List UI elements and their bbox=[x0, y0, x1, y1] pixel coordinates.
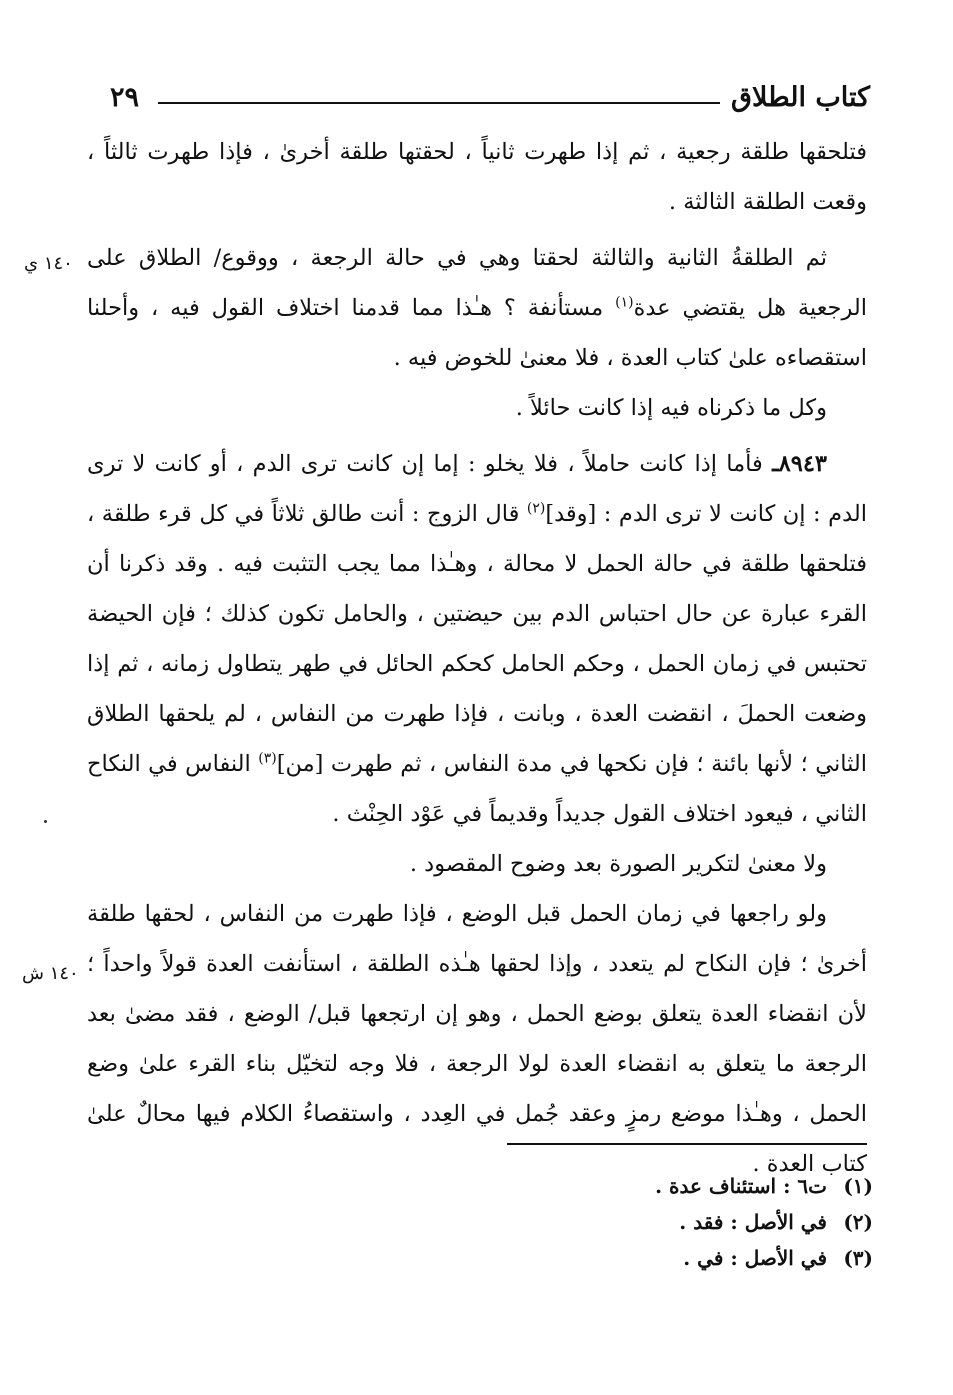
page-number: ٢٩ bbox=[110, 82, 140, 113]
page-header bbox=[110, 80, 870, 120]
footnote-1 bbox=[373, 1168, 873, 1204]
footnote-ref-3: (٣) bbox=[258, 750, 277, 767]
paragraph-1: فتلحقها طلقة رجعية ، ثم إذا طهرت ثانياً ، لحقتها طلقة أخرىٰ ، فإذا طهرت ثالثاً ، وقعت الطلقة الثالثة . bbox=[87, 139, 867, 215]
footnote-ref-1: (١) bbox=[615, 294, 634, 311]
footnote-number: (٢) bbox=[843, 1210, 873, 1234]
main-text bbox=[87, 127, 867, 1189]
running-title: كتاب الطلاق bbox=[731, 82, 870, 113]
footnote-separator bbox=[507, 1143, 867, 1145]
paragraph-6: ولو راجعها في زمان الحمل قبل الوضع ، فإذا طهرت من النفاس ، لحقها طلقة أخرىٰ ؛ فإن النكاح لم يتعدد ، وإذا لحقها هـٰذه الطلقة ، استأنفت العدة قولاً واحداً ؛ لأن انقضاء العدة يتعلق بوضع الحمل ، وهو إن ارتجعها قبل/ الوضع ، فقد مضىٰ بعد الرجعة ما يتعلق به انقضاء العدة لولا الرجعة ، فلا وجه لتخيّل بناء القرء علىٰ وضع الحمل ، وهـٰذا موضع رمزٍ وعقد جُمل في العِدد ، واستقصاءُ الكلام فيها محالٌ علىٰ كتاب العدة . bbox=[87, 901, 867, 1177]
paragraph-4-part-b: قال الزوج : أنت طالق ثلاثاً في كل قرء طلقة ، فتلحقها طلقة في حالة الحمل لا محالة ، وهـٰذا مما يجب التثبت فيه . وقد ذكرنا أن القرء عبارة عن حال احتباس الدم بين حيضتين ، والحامل تكون كذلك ؛ فإن الحيضة تحتبس في زمان الحمل ، وحكم الحامل كحكم الحائل في طهر يتطاول زمانه ، ثم إذا وضعت الحملَ ، انقضت العدة ، وبانت ، فإذا طهرت من النفاس ، لم يلحقها الطلاق الثاني ؛ لأنها بائنة ؛ فإن نكحها في مدة النفاس ، ثم طهرت [من] bbox=[87, 501, 867, 777]
footnote-2 bbox=[373, 1204, 873, 1240]
margin-note-folio-shin: ١٤٠ ش bbox=[22, 963, 79, 984]
footnote-text: في الأصل : فقد . bbox=[679, 1210, 827, 1234]
footnote-text: ت٦ : استئناف عدة . bbox=[655, 1174, 827, 1198]
paragraph-3: وكل ما ذكرناه فيه إذا كانت حائلاً . bbox=[515, 395, 827, 421]
section-number: ٨٩٤٣ـ bbox=[772, 451, 827, 477]
margin-note-folio-ya: ١٤٠ ي bbox=[24, 253, 73, 274]
paragraph-2-part-b: مستأنفة ؟ هـٰذا مما قدمنا اختلاف القول فيه ، وأحلنا استقصاءه علىٰ كتاب العدة ، فلا معنىٰ للخوض فيه . bbox=[87, 295, 867, 371]
paragraph-4-part-c: النفاس في النكاح الثاني ، فيعود اختلاف القول جديداً وقديماً في عَوْد الحِنْث . bbox=[87, 751, 867, 827]
paragraph-4 bbox=[87, 439, 867, 839]
footnote-number: (١) bbox=[843, 1174, 873, 1198]
paragraph-5: ولا معنىٰ لتكرير الصورة بعد وضوح المقصود . bbox=[409, 851, 827, 877]
footnote-number: (٣) bbox=[843, 1246, 873, 1270]
paragraph-2 bbox=[87, 233, 867, 383]
paragraph-4-part-a: فأما إذا كانت حاملاً ، فلا يخلو : إما إن كانت ترى الدم ، أو كانت لا ترى الدم : إن كانت لا ترى الدم : [وقد] bbox=[87, 451, 867, 527]
paragraph-2-part-a: ثم الطلقةُ الثانية والثالثة لحقتا وهي في حالة الرجعة ، ووقوع/ الطلاق على الرجعية هل يقتضي عدة bbox=[87, 245, 867, 321]
footnote-text: في الأصل : في . bbox=[683, 1246, 827, 1270]
footnote-ref-2: (٢) bbox=[526, 500, 546, 517]
footnotes bbox=[373, 1168, 873, 1276]
header-rule bbox=[158, 102, 720, 104]
footnote-3 bbox=[373, 1240, 873, 1276]
scan-speck bbox=[44, 820, 47, 823]
